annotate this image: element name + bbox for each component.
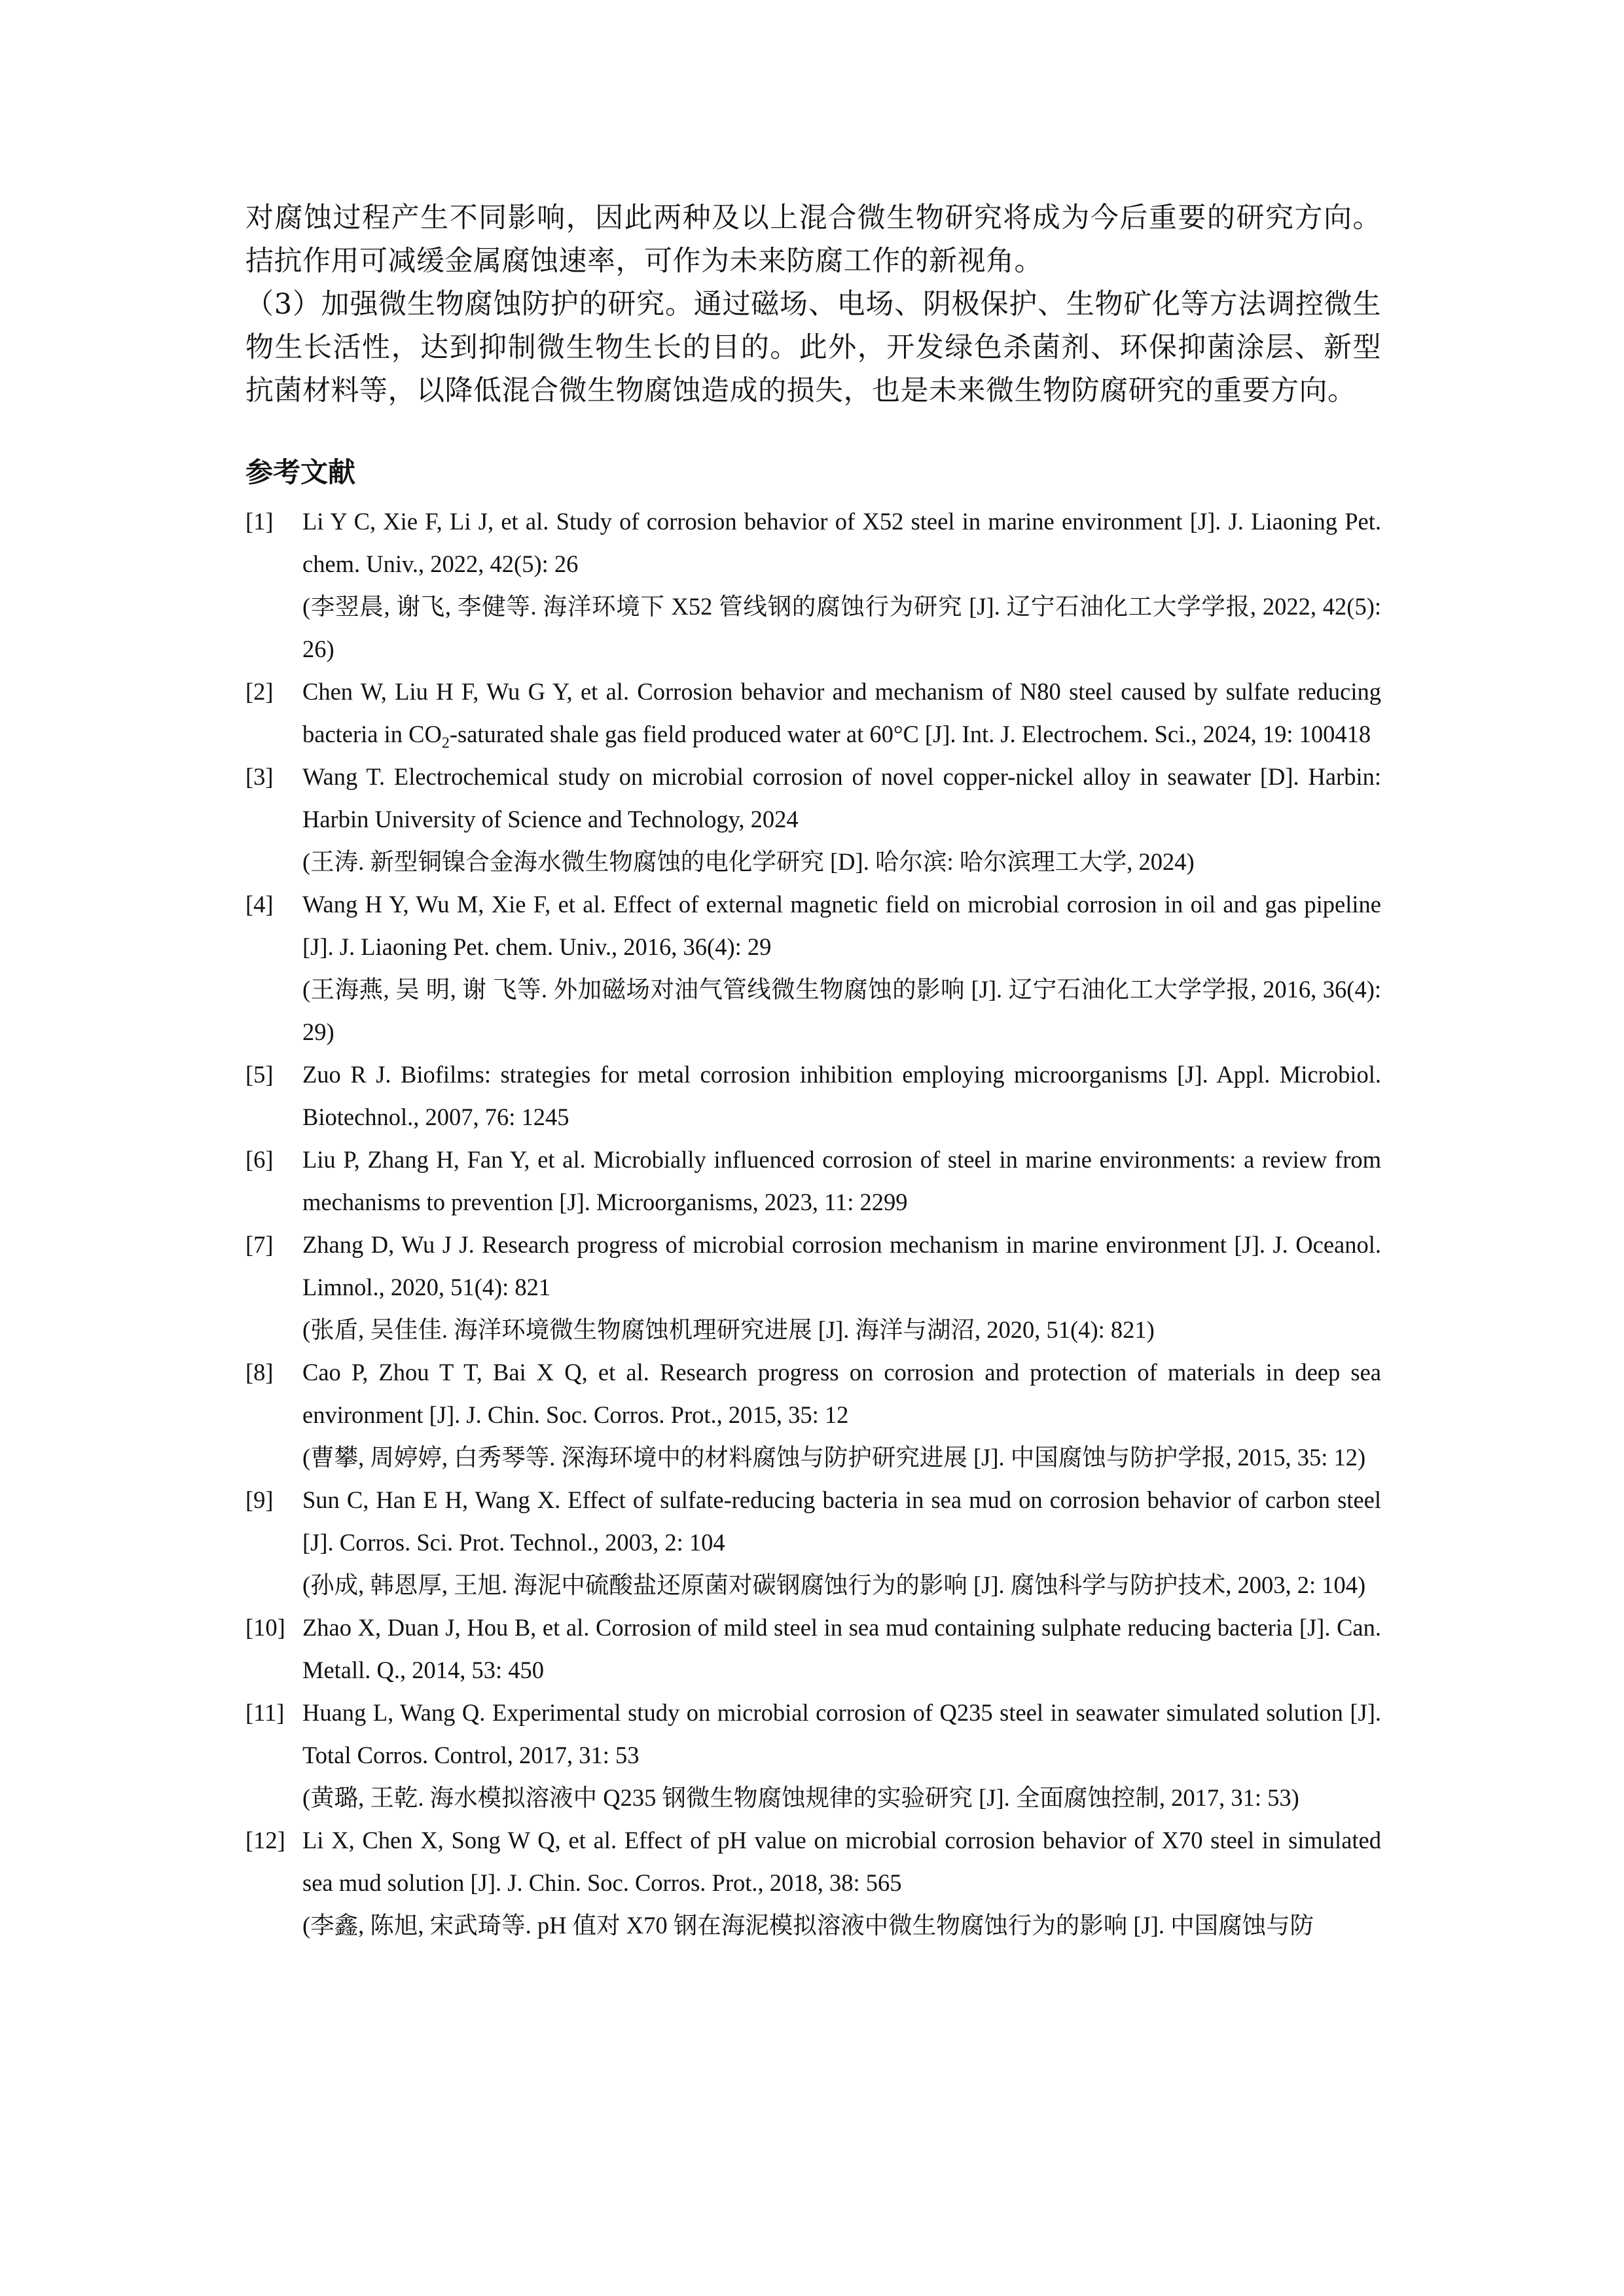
reference-number: [2] — [245, 678, 274, 705]
reference-chinese: (王涛. 新型铜镍合金海水微生物腐蚀的电化学研究 [D]. 哈尔滨: 哈尔滨理工大学, 2024) — [302, 848, 1195, 875]
reference-english: Huang L, Wang Q. Experimental study on microbial corrosion of Q235 steel in seawater simulated solution [J]. Total Corros. Control, 2017, 31: 53 — [302, 1699, 1381, 1768]
reference-item-2 — [245, 670, 1381, 755]
page-content — [245, 196, 1381, 1946]
reference-english: Cao P, Zhou T T, Bai X Q, et al. Research progress on corrosion and protection of materials in deep sea environment [J]. J. Chin. Soc. Corros. Prot., 2015, 35: 12 — [302, 1359, 1381, 1428]
reference-number: [9] — [245, 1486, 274, 1513]
reference-number: [5] — [245, 1061, 274, 1088]
reference-english: Zhang D, Wu J J. Research progress of microbial corrosion mechanism in marine environment [J]. J. Oceanol. Limnol., 2020, 51(4): 821 — [302, 1231, 1381, 1300]
reference-list — [245, 500, 1381, 1946]
reference-english-part: -saturated shale gas field produced water at 60°C [J]. Int. J. Electrochem. Sci., 2024, 19: 100418 — [449, 721, 1371, 747]
reference-english: Wang T. Electrochemical study on microbial corrosion of novel copper-nickel alloy in seawater [D]. Harbin: Harbin University of Science and Technology, 2024 — [302, 763, 1381, 833]
reference-item-7 — [245, 1223, 1381, 1351]
reference-number: [3] — [245, 763, 274, 790]
reference-english-part: Chen W, Liu H F, Wu G Y, et al. Corrosion behavior and mechanism of N80 steel caused by sulfate reducing bacteria in CO — [302, 678, 1381, 747]
body-paragraph-1: 对腐蚀过程产生不同影响，因此两种及以上混合微生物研究将成为今后重要的研究方向。拮抗作用可减缓金属腐蚀速率，可作为未来防腐工作的新视角。 — [245, 202, 1381, 278]
reference-item-8 — [245, 1351, 1381, 1479]
body-paragraph-2: （3）加强微生物腐蚀防护的研究。通过磁场、电场、阴极保护、生物矿化等方法调控微生物生长活性，达到抑制微生物生长的目的。此外，开发绿色杀菌剂、环保抑菌涂层、新型抗菌材料等，以降低混合微生物腐蚀造成的损失，也是未来微生物防腐研究的重要方向。 — [245, 288, 1381, 407]
reference-number: [4] — [245, 891, 274, 918]
reference-english: Zhao X, Duan J, Hou B, et al. Corrosion of mild steel in sea mud containing sulphate reducing bacteria [J]. Can. Metall. Q., 2014, 53: 450 — [302, 1614, 1381, 1683]
reference-number: [7] — [245, 1231, 274, 1258]
reference-chinese: (李翌晨, 谢飞, 李健等. 海洋环境下 X52 管线钢的腐蚀行为研究 [J]. 辽宁石油化工大学学报, 2022, 42(5): 26) — [302, 593, 1381, 662]
reference-item-9 — [245, 1479, 1381, 1606]
reference-english — [302, 670, 1381, 755]
reference-english: Wang H Y, Wu M, Xie F, et al. Effect of external magnetic field on microbial corrosion in oil and gas pipeline [J]. J. Liaoning Pet. chem. Univ., 2016, 36(4): 29 — [302, 891, 1381, 960]
reference-chinese: (王海燕, 吴 明, 谢 飞等. 外加磁场对油气管线微生物腐蚀的影响 [J]. 辽宁石油化工大学学报, 2016, 36(4): 29) — [302, 976, 1381, 1045]
reference-english: Li X, Chen X, Song W Q, et al. Effect of pH value on microbial corrosion behavior of X70 steel in simulated sea mud solution [J]. J. Chin. Soc. Corros. Prot., 2018, 38: 565 — [302, 1827, 1381, 1896]
reference-number: [6] — [245, 1146, 274, 1173]
subscript: 2 — [441, 734, 450, 752]
reference-chinese: (曹攀, 周婷婷, 白秀琴等. 深海环境中的材料腐蚀与防护研究进展 [J]. 中国腐蚀与防护学报, 2015, 35: 12) — [302, 1444, 1366, 1471]
reference-item-6 — [245, 1138, 1381, 1223]
reference-item-4 — [245, 883, 1381, 1053]
reference-number: [1] — [245, 508, 274, 535]
reference-number: [12] — [245, 1827, 285, 1854]
reference-item-11 — [245, 1691, 1381, 1819]
reference-chinese: (李鑫, 陈旭, 宋武琦等. pH 值对 X70 钢在海泥模拟溶液中微生物腐蚀行为的影响 [J]. 中国腐蚀与防 — [302, 1912, 1314, 1939]
reference-english: Sun C, Han E H, Wang X. Effect of sulfate-reducing bacteria in sea mud on corrosion behavior of carbon steel [J]. Corros. Sci. Prot. Technol., 2003, 2: 104 — [302, 1486, 1381, 1556]
reference-item-1 — [245, 500, 1381, 670]
reference-item-10 — [245, 1606, 1381, 1691]
reference-chinese: (孙成, 韩恩厚, 王旭. 海泥中硫酸盐还原菌对碳钢腐蚀行为的影响 [J]. 腐蚀科学与防护技术, 2003, 2: 104) — [302, 1571, 1366, 1598]
reference-english: Zuo R J. Biofilms: strategies for metal corrosion inhibition employing microorganisms [J]. Appl. Microbiol. Biotechnol., 2007, 76: 1245 — [302, 1061, 1381, 1130]
reference-english: Li Y C, Xie F, Li J, et al. Study of corrosion behavior of X52 steel in marine environment [J]. J. Liaoning Pet. chem. Univ., 2022, 42(5): 26 — [302, 508, 1381, 577]
reference-item-5 — [245, 1053, 1381, 1138]
reference-item-3 — [245, 755, 1381, 883]
reference-chinese: (张盾, 吴佳佳. 海洋环境微生物腐蚀机理研究进展 [J]. 海洋与湖沼, 2020, 51(4): 821) — [302, 1316, 1155, 1343]
reference-item-12 — [245, 1819, 1381, 1946]
reference-number: [11] — [245, 1699, 285, 1726]
references-heading: 参考文献 — [245, 456, 356, 488]
reference-english: Liu P, Zhang H, Fan Y, et al. Microbially influenced corrosion of steel in marine environments: a review from mechanisms to prevention [J]. Microorganisms, 2023, 11: 2299 — [302, 1146, 1381, 1215]
reference-number: [10] — [245, 1614, 285, 1641]
reference-number: [8] — [245, 1359, 274, 1386]
reference-chinese: (黄璐, 王乾. 海水模拟溶液中 Q235 钢微生物腐蚀规律的实验研究 [J]. 全面腐蚀控制, 2017, 31: 53) — [302, 1784, 1299, 1811]
